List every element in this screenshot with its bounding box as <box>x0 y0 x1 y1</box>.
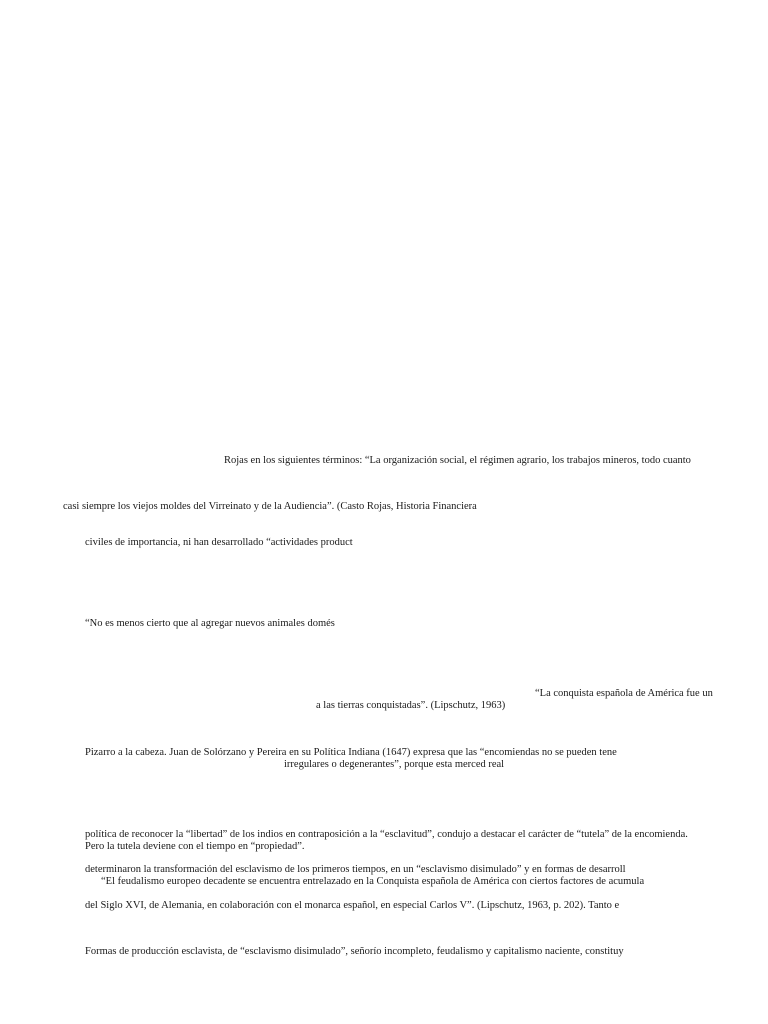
text-line-14: Formas de producción esclavista, de “esclavismo disimulado”, señorío incompleto, feudalismo y capitalismo naciente, constituy <box>85 946 624 957</box>
text-line-9: política de reconocer la “libertad” de los indios en contraposición a la “esclavitud”, condujo a destacar el carácter de “tutela” de la encomienda. <box>85 829 688 840</box>
text-line-3: civiles de importancia, ni han desarrollado “actividades product <box>85 537 353 548</box>
text-line-6: a las tierras conquistadas”. (Lipschutz, 1963) <box>316 700 506 711</box>
text-line-7: Pizarro a la cabeza. Juan de Solórzano y Pereira en su Política Indiana (1647) expresa que las “encomiendas no se pueden tene <box>85 747 617 758</box>
text-line-4: “No es menos cierto que al agregar nuevos animales domés <box>85 618 335 629</box>
text-line-8: irregulares o degenerantes”, porque esta merced real <box>284 759 505 770</box>
text-line-10: Pero la tutela deviene con el tiempo en “propiedad”. <box>85 841 305 852</box>
text-line-5: “La conquista española de América fue un <box>535 688 713 699</box>
text-line-11: determinaron la transformación del esclavismo de los primeros tiempos, en un “esclavismo disimulado” y en formas de desarroll <box>85 864 626 875</box>
text-line-2: casi siempre los viejos moldes del Virreinato y de la Audiencia”. (Casto Rojas, Historia Financiera <box>63 501 477 512</box>
text-line-12: “El feudalismo europeo decadente se encuentra entrelazado en la Conquista española de América con ciertos factores de acumula <box>101 876 645 887</box>
text-line-13: del Siglo XVI, de Alemania, en colaboración con el monarca español, en especial Carlos V”. (Lipschutz, 1963, p. 202). Tanto e <box>85 900 620 911</box>
text-line-1: Rojas en los siguientes términos: “La organización social, el régimen agrario, los trabajos mineros, todo cuanto <box>224 455 691 466</box>
